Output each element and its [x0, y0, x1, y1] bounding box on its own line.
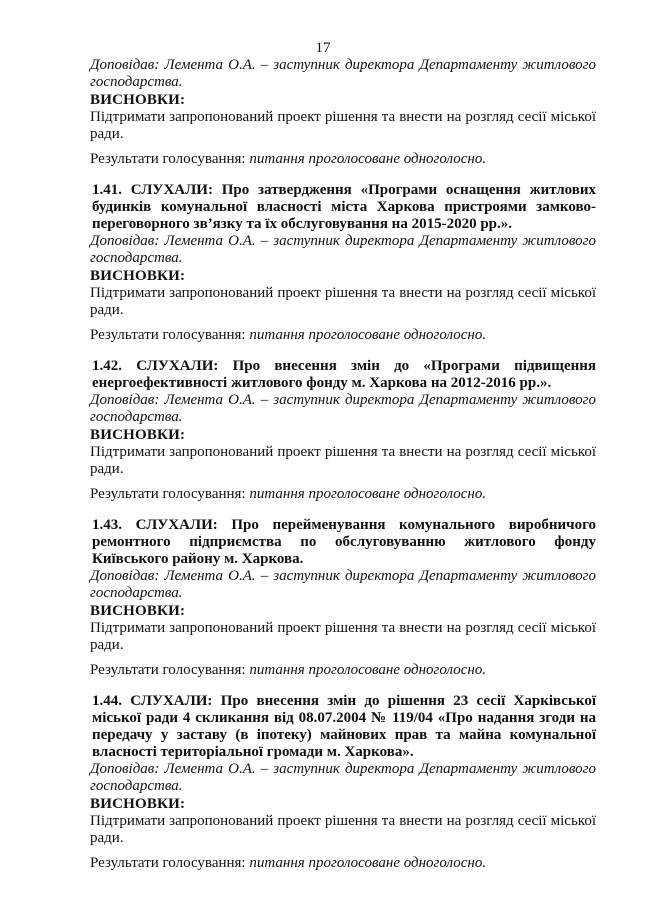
speaker-text: Лемента О.А. – заступник директора Департаменту житлового господарства.	[90, 568, 597, 601]
listen-label: СЛУХАЛИ:	[130, 693, 213, 709]
item-number: 1.41.	[92, 182, 122, 198]
item-title: Про затвердження «Програми оснащення житлових будинків комунальної власності міста Харкова пристроями замково-переговорного зв’язку та їх обслуговування на 2015-2020 рр.».	[92, 182, 597, 232]
conclusion-text: Підтримати запропонований проект рішення та внести на розгляд сесії міської ради.	[90, 620, 596, 653]
conclusion-heading: ВИСНОВКИ:	[90, 427, 186, 443]
vote-label: Результати голосування:	[90, 486, 246, 502]
speaker-text: Лемента О.А. – заступник директора Департаменту житлового господарства.	[90, 392, 597, 425]
item-title: Про перейменування комунального виробничого ремонтного підприємства по обслуговуванню житлового фонду Київського району м. Харкова.	[92, 517, 597, 567]
item-heading	[90, 517, 596, 568]
intro-block	[90, 57, 596, 168]
item-number: 1.43.	[92, 517, 122, 533]
vote-line	[90, 327, 596, 344]
conclusion-heading: ВИСНОВКИ:	[90, 268, 186, 284]
conclusion-heading: ВИСНОВКИ:	[90, 92, 186, 108]
agenda-item-1-44	[90, 693, 596, 872]
vote-result: питання проголосоване одноголосно.	[249, 327, 487, 343]
item-title: Про внесення змін до «Програми підвищення енергоефективності житлового фонду м. Харкова на 2012-2016 рр.».	[92, 358, 596, 391]
agenda-item-1-43	[90, 517, 596, 679]
speaker-label: Доповідав:	[90, 568, 160, 584]
speaker-label: Доповідав:	[90, 392, 160, 408]
vote-label: Результати голосування:	[90, 855, 246, 871]
vote-result: питання проголосоване одноголосно.	[249, 151, 487, 167]
speaker-line	[90, 392, 596, 426]
vote-line	[90, 486, 596, 503]
vote-label: Результати голосування:	[90, 151, 246, 167]
conclusion-heading: ВИСНОВКИ:	[90, 603, 186, 619]
conclusion-text: Підтримати запропонований проект рішення та внести на розгляд сесії міської ради.	[90, 444, 596, 477]
conclusion-text: Підтримати запропонований проект рішення та внести на розгляд сесії міської ради.	[90, 285, 596, 318]
speaker-line	[90, 57, 596, 91]
speaker-line	[90, 568, 596, 602]
speaker-label: Доповідав:	[90, 233, 160, 249]
speaker-text: Лемента О.А. – заступник директора Департаменту житлового господарства.	[90, 233, 597, 266]
agenda-item-1-41	[90, 182, 596, 344]
speaker-text: Лемента О.А. – заступник директора Департаменту житлового господарства.	[90, 57, 597, 90]
listen-label: СЛУХАЛИ:	[135, 517, 218, 533]
vote-line	[90, 151, 596, 168]
vote-result: питання проголосоване одноголосно.	[249, 486, 487, 502]
conclusion-text: Підтримати запропонований проект рішення та внести на розгляд сесії міської ради.	[90, 813, 596, 846]
conclusion-text: Підтримати запропонований проект рішення та внести на розгляд сесії міської ради.	[90, 109, 596, 142]
item-title: Про внесення змін до рішення 23 сесії Харківської міської ради 4 скликання від 08.07.2004 № 119/04 «Про надання згоди на передачу у заставу (в іпотеку) майнових прав та майна комунальної власності територіальної громади м. Харкова».	[92, 693, 596, 760]
item-number: 1.42.	[92, 358, 122, 374]
vote-result: питання проголосоване одноголосно.	[249, 855, 487, 871]
item-heading	[90, 182, 596, 233]
listen-label: СЛУХАЛИ:	[130, 182, 213, 198]
item-heading	[90, 358, 596, 392]
page-number: 17	[315, 40, 331, 56]
vote-line	[90, 662, 596, 679]
conclusion-heading: ВИСНОВКИ:	[90, 796, 186, 812]
vote-label: Результати голосування:	[90, 662, 246, 678]
speaker-label: Доповідав:	[90, 761, 160, 777]
item-number: 1.44.	[92, 693, 122, 709]
speaker-line	[90, 233, 596, 267]
vote-label: Результати голосування:	[90, 327, 246, 343]
vote-result: питання проголосоване одноголосно.	[249, 662, 487, 678]
speaker-label: Доповідав:	[90, 57, 160, 73]
agenda-item-1-42	[90, 358, 596, 503]
item-heading	[90, 693, 596, 761]
document-page	[90, 40, 596, 872]
speaker-line	[90, 761, 596, 795]
speaker-text: Лемента О.А. – заступник директора Департаменту житлового господарства.	[90, 761, 597, 794]
vote-line	[90, 855, 596, 872]
listen-label: СЛУХАЛИ:	[136, 358, 219, 374]
